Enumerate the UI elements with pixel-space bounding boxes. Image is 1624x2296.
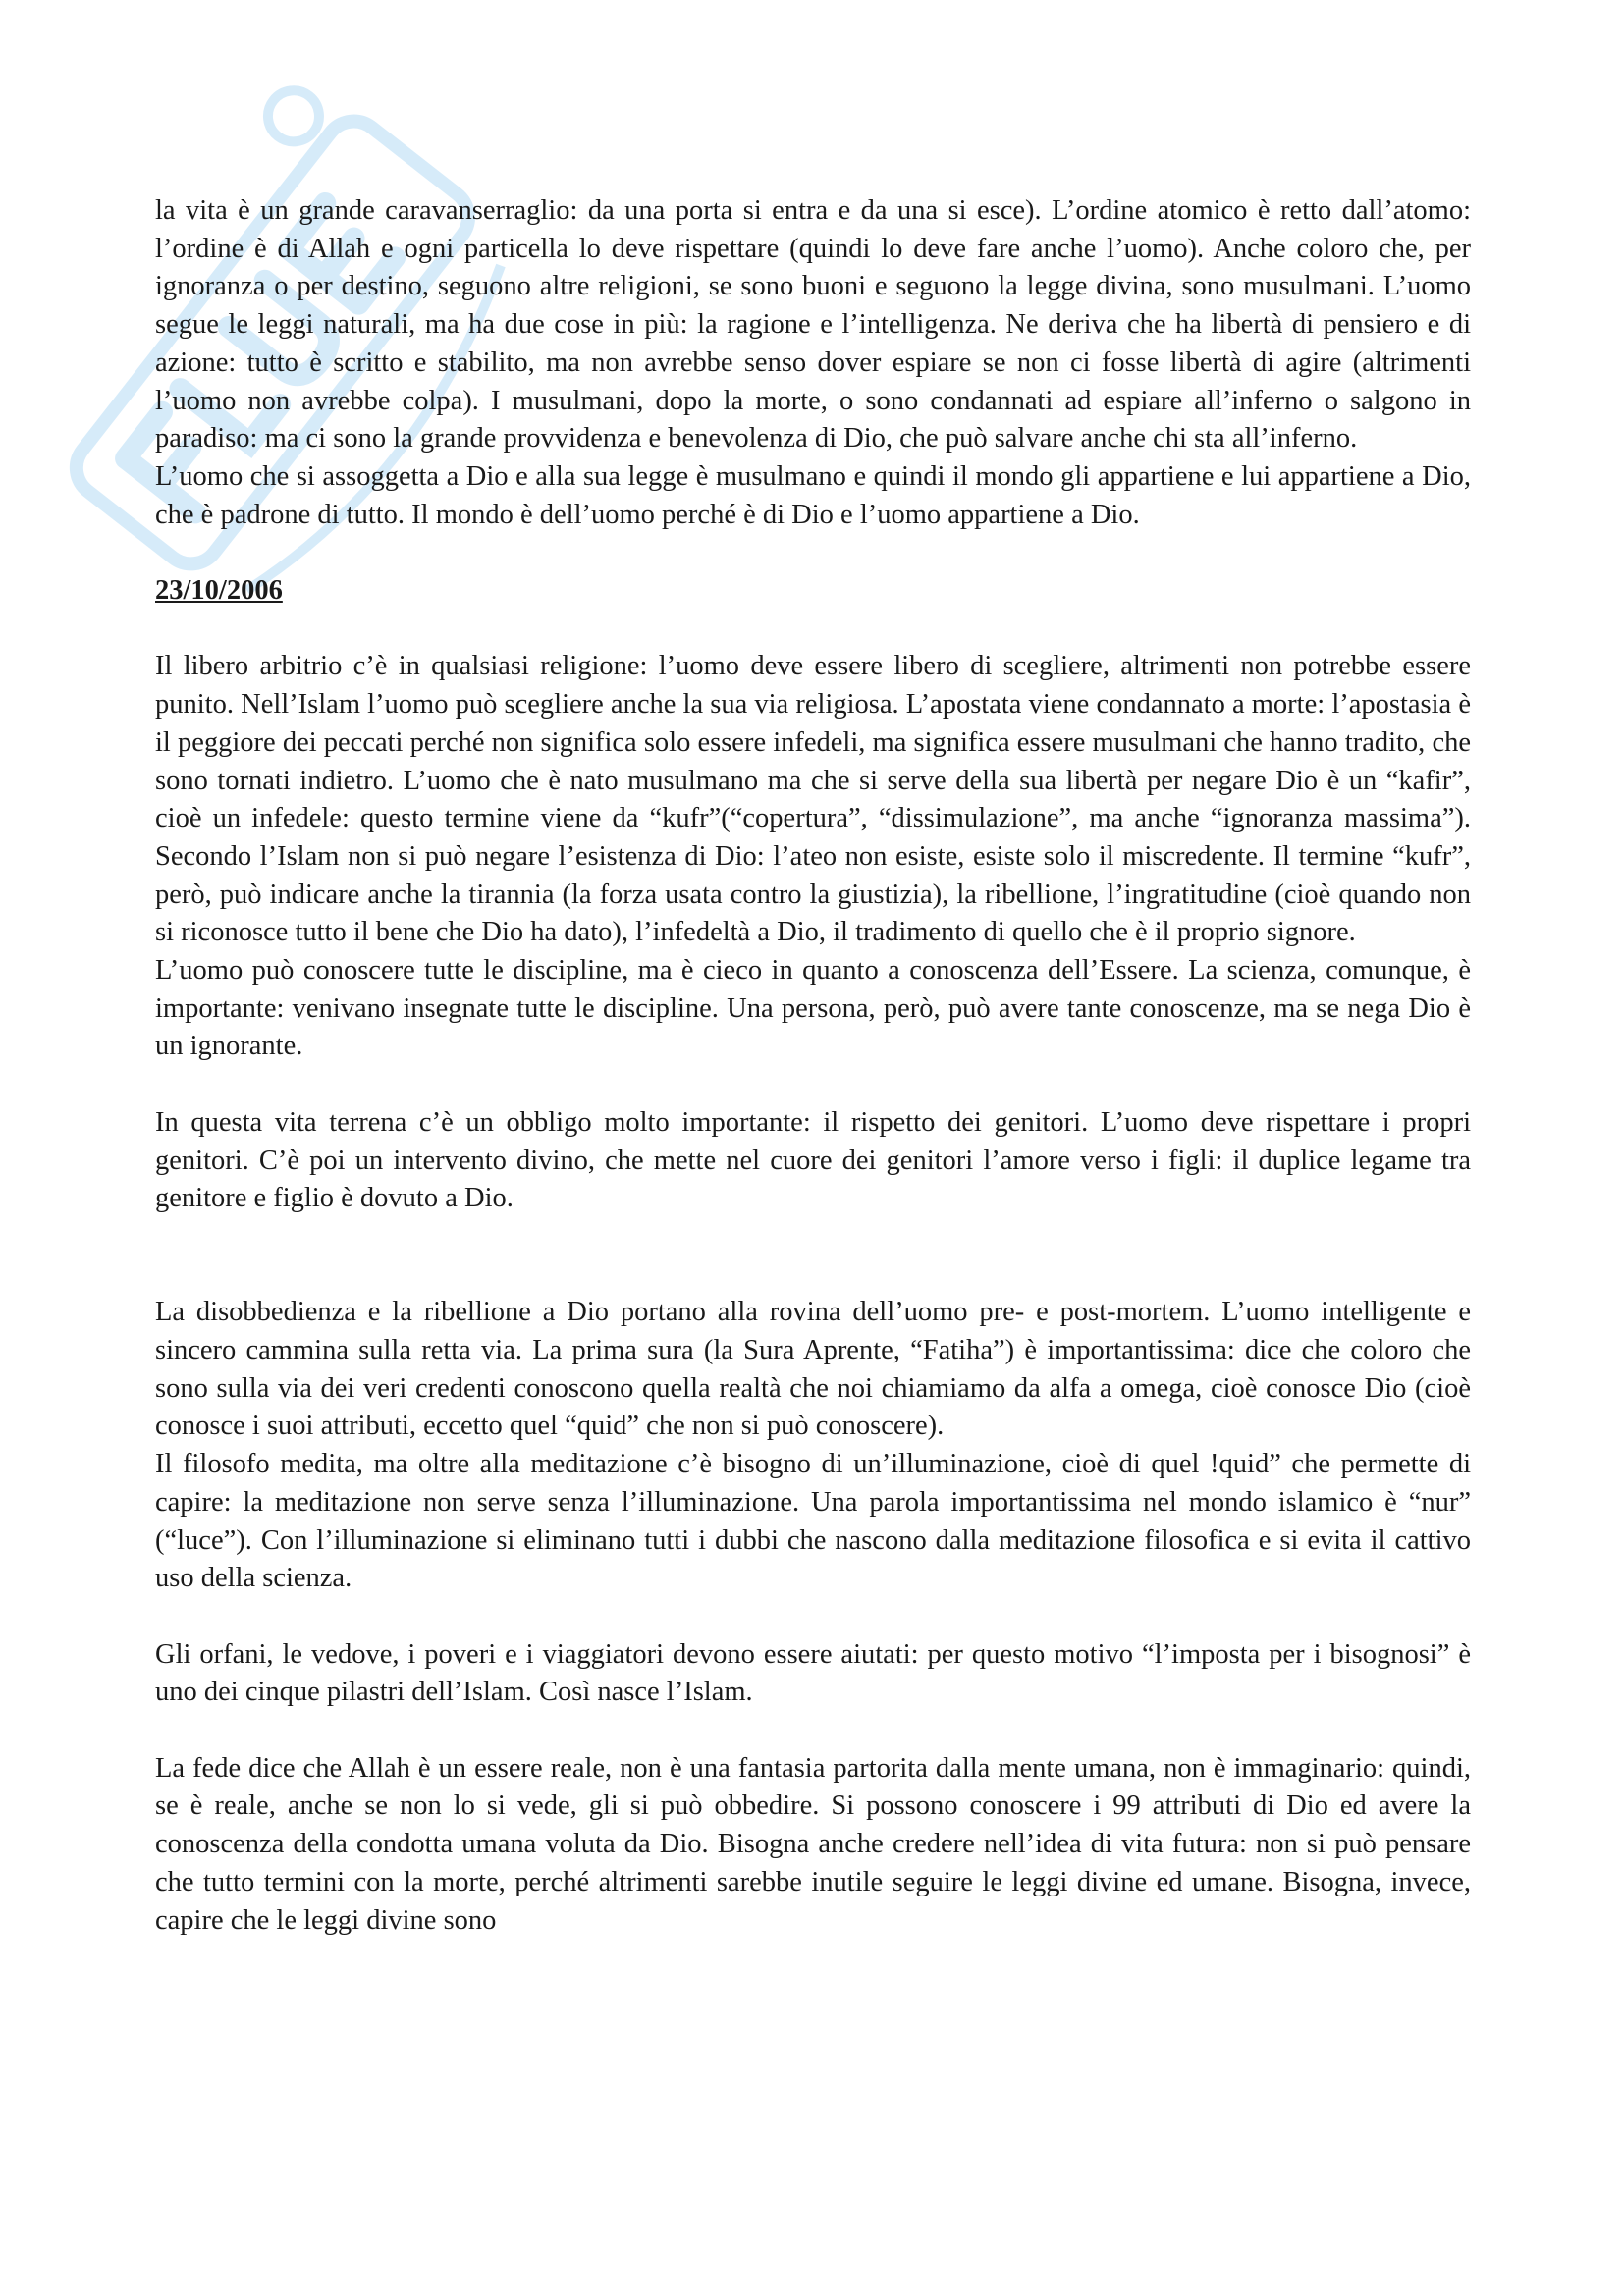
paragraph-1: la vita è un grande caravanserraglio: da una porta si entra e da una si esce). L’ordine atomico è retto dall’atomo: l’ordine è di Allah e ogni particella lo deve rispettare (quindi lo deve fare anche l’uomo). Anche coloro che, per ignoranza o per destino, seguono altre religioni, se sono buoni e seguono la legge divina, sono musulmani. L’uomo segue le leggi naturali, ma ha due cose in più: la ragione e l’intelligenza. Ne deriva che ha libertà di pensiero e di azione: tutto è scritto e stabilito, ma non avrebbe senso dover espiare se non ci fosse libertà di agire (altrimenti l’uomo non avrebbe colpa). I musulmani, dopo la morte, o sono condannati ad espiare all’inferno o salgono in paradiso: ma ci sono la grande provvidenza e benevolenza di Dio, che può salvare anche chi sta all’inferno.	[155, 195, 1471, 454]
paragraph-4: L’uomo può conoscere tutte le discipline, ma è cieco in quanto a conoscenza dell’Essere. La scienza, comunque, è importante: venivano insegnate tutte le discipline. Una persona, però, può avere tante conoscenze, ma se nega Dio è un ignorante.	[155, 955, 1471, 1062]
paragraph-3: Il libero arbitrio c’è in qualsiasi religione: l’uomo deve essere libero di scegliere, altrimenti non potrebbe essere punito. Nell’Islam l’uomo può scegliere anche la sua via religiosa. L’apostata viene condannato a morte: l’apostasia è il peggiore dei peccati perché non significa solo essere infedeli, ma significa essere musulmani che hanno tradito, che sono tornati indietro. L’uomo che è nato musulmano ma che si serve della sua libertà per negare Dio è un “kafir”, cioè un infedele: questo termine viene da “kufr”(“copertura”, “dissimulazione”, ma anche “ignoranza massima”). Secondo l’Islam non si può negare l’esistenza di Dio: l’ateo non esiste, esiste solo il miscredente. Il termine “kufr”, però, può indicare anche la tirannia (la forza usata contro la giustizia), la ribellione, l’ingratitudine (cioè quando non si riconosce tutto il bene che Dio ha dato), l’infedeltà a Dio, il tradimento di quello che è il proprio signore.	[155, 651, 1471, 948]
paragraph-6: La disobbedienza e la ribellione a Dio portano alla rovina dell’uomo pre- e post-mortem. L’uomo intelligente e sincero cammina sulla retta via. La prima sura (la Sura Aprente, “Fatiha”) è importantissima: dice che coloro che sono sulla via dei veri credenti conoscono quella realtà che noi chiamiamo da alfa a omega, cioè conosce Dio (cioè conosce i suoi attributi, eccetto quel “quid” che non si può conoscere).	[155, 1297, 1471, 1442]
paragraph-gap	[155, 1218, 1471, 1294]
paragraph-gap	[155, 1598, 1471, 1636]
paragraph-5: In questa vita terrena c’è un obbligo molto importante: il rispetto dei genitori. L’uomo deve rispettare i propri genitori. C’è poi un intervento divino, che mette nel cuore dei genitori l’amore verso i figli: il duplice legame tra genitore e figlio è dovuto a Dio.	[155, 1106, 1471, 1214]
paragraph-gap	[155, 534, 1471, 572]
paragraph-8: Gli orfani, le vedove, i poveri e i viaggiatori devono essere aiutati: per questo motivo “l’imposta per i bisognosi” è uno dei cinque pilastri dell’Islam. Così nasce l’Islam.	[155, 1638, 1471, 1708]
paragraph-7: Il filosofo medita, ma oltre alla meditazione c’è bisogno di un’illuminazione, cioè di quel !quid” che permette di capire: la meditazione non serve senza l’illuminazione. Una parola importantissima nel mondo islamico è “nur” (“luce”). Con l’illuminazione si eliminano tutti i dubbi che nascono dalla meditazione filosofica e si evita il cattivo uso della scienza.	[155, 1449, 1471, 1594]
paragraph-2: L’uomo che si assoggetta a Dio e alla sua legge è musulmano e quindi il mondo gli appartiene e lui appartiene a Dio, che è padrone di tutto. Il mondo è dell’uomo perché è di Dio e l’uomo appartiene a Dio.	[155, 460, 1471, 530]
date-heading: 23/10/2006	[155, 575, 283, 607]
paragraph-gap	[155, 1066, 1471, 1104]
paragraph-gap	[155, 611, 1471, 649]
paragraph-gap	[155, 1712, 1471, 1750]
document-page	[155, 192, 1471, 1940]
paragraph-9: La fede dice che Allah è un essere reale, non è una fantasia partorita dalla mente umana, non è immaginario: quindi, se è reale, anche se non lo si vede, gli si può obbedire. Si possono conoscere i 99 attributi di Dio ed avere la conoscenza della condotta umana voluta da Dio. Bisogna anche credere nell’idea di vita futura: non si può pensare che tutto termini con la morte, perché altrimenti sarebbe inutile seguire le leggi divine ed umane. Bisogna, invece, capire che le leggi divine sono	[155, 1752, 1471, 1936]
